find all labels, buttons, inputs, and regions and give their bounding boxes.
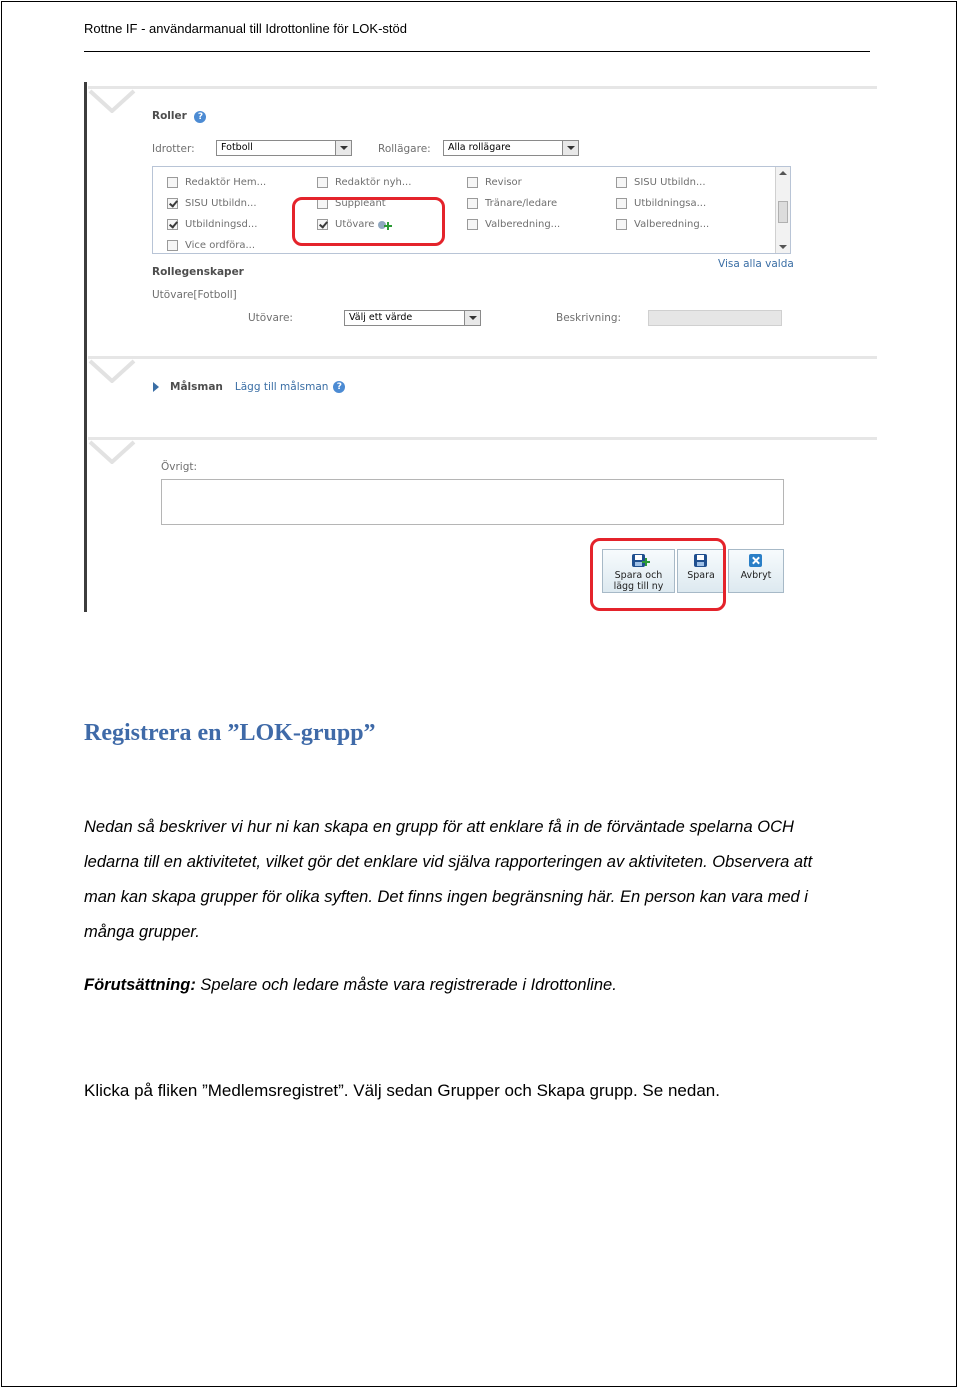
- utovare-select[interactable]: [344, 310, 481, 326]
- checkbox-checked[interactable]: [167, 198, 178, 209]
- rollagare-select[interactable]: [443, 140, 579, 156]
- cancel-icon: [749, 554, 763, 568]
- intro-line-3: man kan skapa grupper för olika syften. Det finns ingen begränsning här. En person kan vara med i: [84, 888, 808, 906]
- instruction-text: Klicka på fliken ”Medlemsregistret”. Välj sedan Grupper och Skapa grupp. Se nedan.: [84, 1081, 720, 1100]
- show-all-selected-link[interactable]: Visa alla valda: [718, 258, 794, 270]
- role-label: Vice ordföra...: [185, 239, 256, 251]
- role-label: Valberedning...: [634, 218, 710, 230]
- role-label: Suppleant: [335, 197, 386, 209]
- idrotter-label: Idrotter:: [152, 143, 195, 155]
- role-label: SISU Utbildn...: [185, 197, 257, 209]
- beskrivning-label: Beskrivning:: [556, 312, 622, 324]
- highlight-utovare: [292, 197, 445, 246]
- highlight-save-buttons: [590, 538, 726, 611]
- role-checkbox-valberedning-2[interactable]: [616, 217, 709, 231]
- checkbox[interactable]: [616, 198, 627, 209]
- roles-title: [152, 110, 206, 123]
- save-and-add-label: Spara och lägg till ny: [613, 570, 664, 592]
- idrotter-select[interactable]: [216, 140, 352, 156]
- role-checkbox-utbildningsd[interactable]: [167, 217, 257, 231]
- header-rule: [84, 51, 870, 52]
- role-label: Valberedning...: [485, 218, 561, 230]
- cancel-label: Avbryt: [740, 570, 772, 581]
- intro-line-2: ledarna till en aktivitetet, vilket gör det enklare vid själva rapporteringen av aktiviteten. Observera att: [84, 853, 813, 871]
- role-checkbox-sisu-utbildn-2[interactable]: [616, 175, 706, 189]
- chevron-down-icon: [562, 141, 578, 155]
- role-label: Revisor: [485, 176, 522, 188]
- section-separator: [88, 86, 877, 89]
- scroll-thumb[interactable]: [778, 201, 788, 223]
- role-properties-subtitle: Utövare[Fotboll]: [152, 289, 237, 301]
- section-separator: [88, 356, 877, 359]
- screenshot-left-edge: [84, 82, 87, 612]
- intro-line-1: Nedan så beskriver vi hur ni kan skapa en grupp för att enklare få in de förväntade spelarna OCH: [84, 818, 794, 836]
- checkbox[interactable]: [167, 240, 178, 251]
- section-separator: [88, 437, 877, 440]
- scroll-up-icon[interactable]: [779, 171, 787, 175]
- role-checkbox-sisu-utbildn-1[interactable]: [167, 196, 257, 210]
- section-chevron-icon: [88, 440, 136, 464]
- checkbox[interactable]: [616, 177, 627, 188]
- role-label: Tränare/ledare: [485, 197, 558, 209]
- scroll-down-icon[interactable]: [779, 245, 787, 249]
- role-label: SISU Utbildn...: [634, 176, 706, 188]
- checkbox[interactable]: [467, 198, 478, 209]
- prerequisite: [84, 976, 617, 995]
- checkbox-checked[interactable]: [167, 219, 178, 230]
- role-label: Utbildningsd...: [185, 218, 258, 230]
- help-icon[interactable]: ?: [333, 381, 345, 393]
- roles-title-text: Roller: [152, 110, 187, 122]
- role-label: Redaktör Hem...: [185, 176, 267, 188]
- prerequisite-text: Spelare och ledare måste vara registrerade i Idrottonline.: [195, 976, 617, 994]
- section-chevron-icon: [88, 89, 136, 113]
- checkbox[interactable]: [167, 177, 178, 188]
- roles-scrollbar[interactable]: [775, 167, 790, 253]
- section-chevron-icon: [88, 359, 136, 383]
- role-label: Utövare: [335, 218, 375, 230]
- role-checkbox-valberedning-1[interactable]: [467, 217, 560, 231]
- checkbox[interactable]: [467, 219, 478, 230]
- role-checkbox-redaktor-nyh[interactable]: [317, 175, 411, 189]
- checkbox[interactable]: [616, 219, 627, 230]
- cancel-button[interactable]: [728, 549, 784, 593]
- prerequisite-label: Förutsättning:: [84, 976, 196, 994]
- running-header: Rottne IF - användarmanual till Idrottonline för LOK-stöd: [84, 21, 407, 36]
- role-checkbox-vice-ordfora[interactable]: [167, 238, 255, 252]
- intro-line-4: många grupper.: [84, 923, 200, 941]
- role-checkbox-revisor[interactable]: [467, 175, 522, 189]
- checkbox[interactable]: [317, 177, 328, 188]
- guardian-title: Målsman: [170, 381, 223, 393]
- other-textarea[interactable]: [161, 479, 784, 525]
- role-properties-title: Rollegenskaper: [152, 266, 244, 278]
- section-heading: Registrera en ”LOK-grupp”: [84, 720, 376, 746]
- guardian-row: [152, 381, 345, 393]
- beskrivning-field[interactable]: [648, 310, 782, 326]
- chevron-down-icon: [335, 141, 351, 155]
- role-checkbox-utbildningsa[interactable]: [616, 196, 706, 210]
- utovare-select-value: Välj ett värde: [349, 312, 413, 323]
- utovare-label: Utövare:: [248, 312, 293, 324]
- rollagare-select-value: Alla rollägare: [448, 142, 511, 153]
- roles-checkbox-list: [152, 166, 791, 254]
- other-label: Övrigt:: [161, 461, 198, 473]
- idrotter-select-value: Fotboll: [221, 142, 253, 153]
- role-checkbox-redaktor-hem[interactable]: [167, 175, 266, 189]
- chevron-down-icon: [464, 311, 480, 325]
- expand-arrow-icon[interactable]: [152, 382, 160, 392]
- rollagare-label: Rollägare:: [378, 143, 431, 155]
- add-guardian-link[interactable]: Lägg till målsman: [234, 381, 329, 393]
- save-label: Spara: [687, 570, 715, 581]
- role-label: Utbildningsa...: [634, 197, 707, 209]
- checkbox[interactable]: [467, 177, 478, 188]
- role-checkbox-tranare-ledare[interactable]: [467, 196, 557, 210]
- help-icon[interactable]: ?: [194, 111, 206, 123]
- embedded-screenshot: [84, 82, 877, 612]
- role-label: Redaktör nyh...: [335, 176, 412, 188]
